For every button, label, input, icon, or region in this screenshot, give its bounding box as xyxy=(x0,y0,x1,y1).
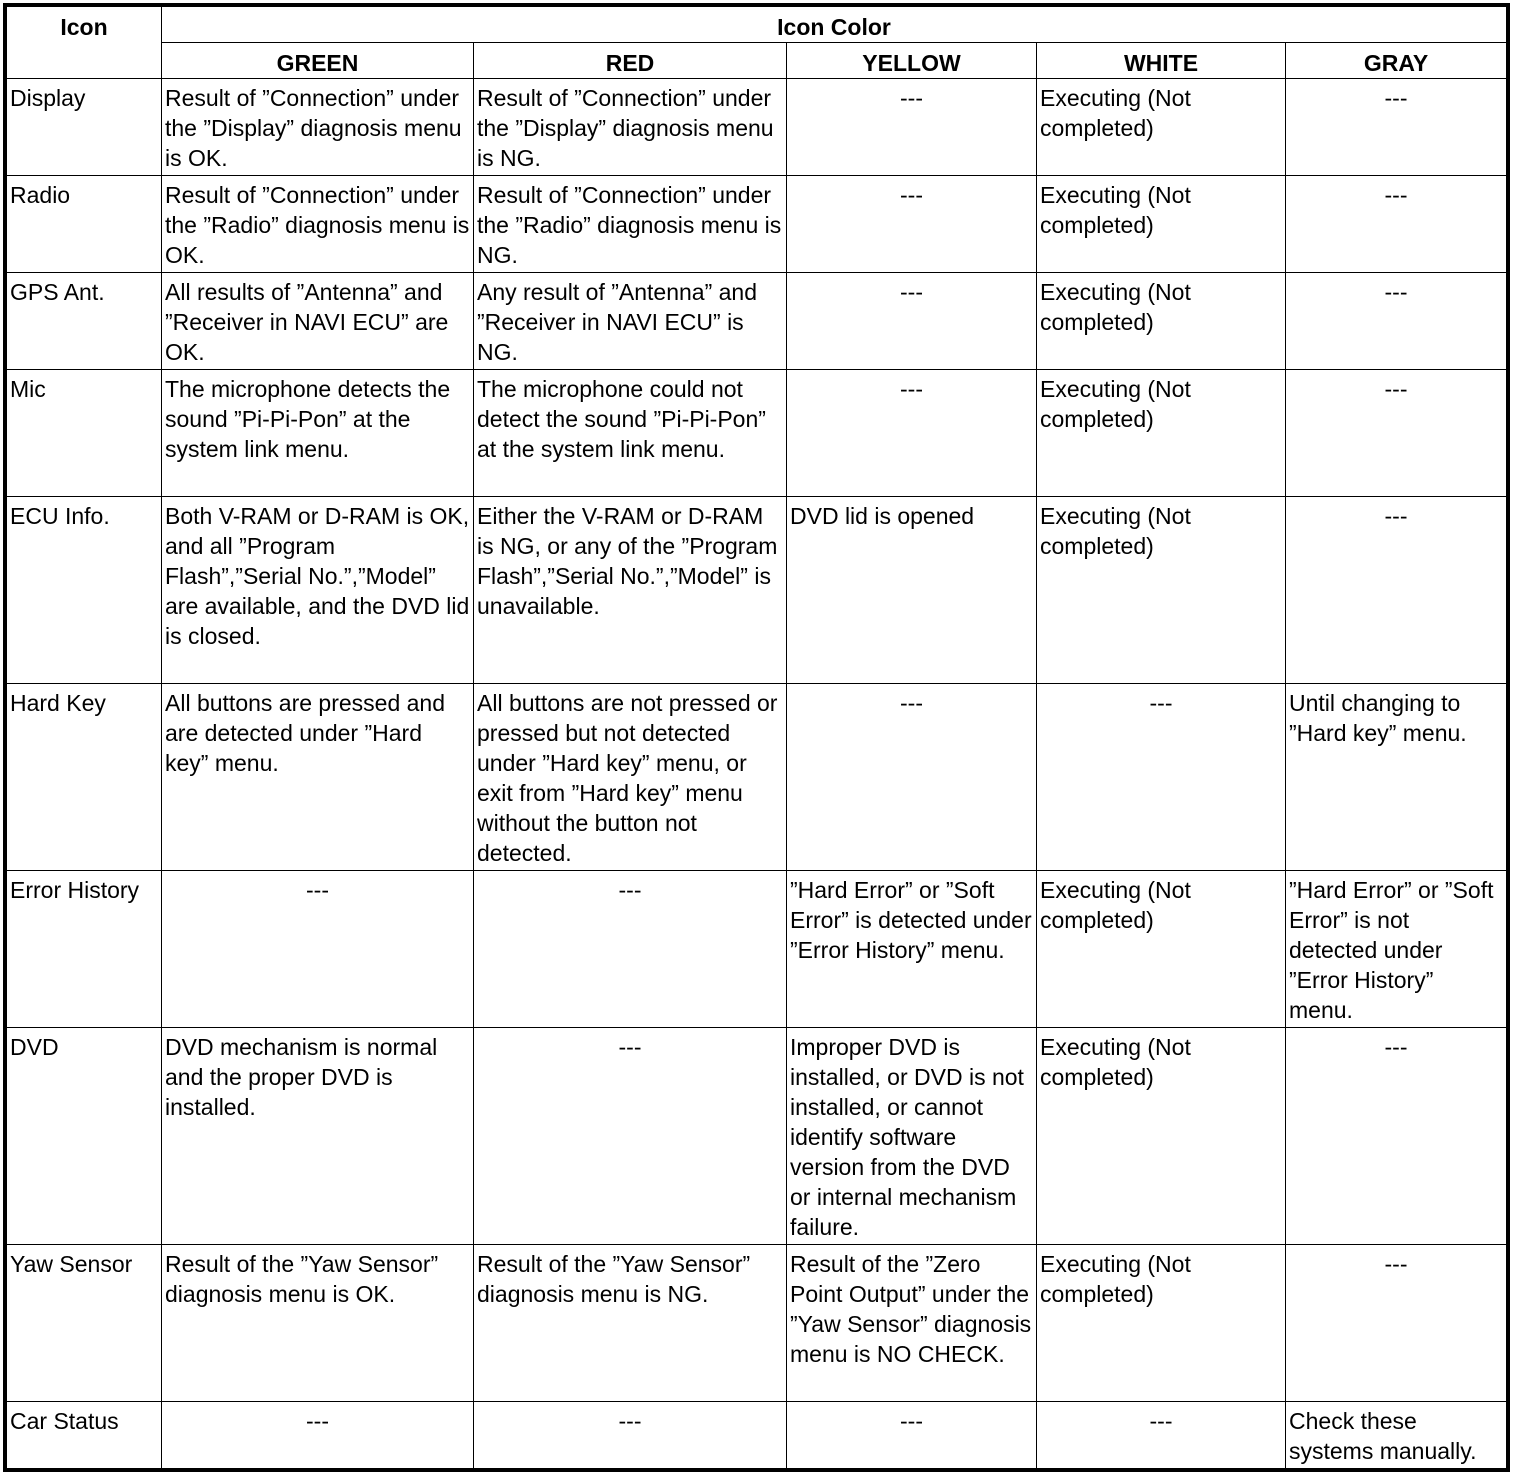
cell-yellow: --- xyxy=(787,176,1037,273)
cell-yellow: ”Hard Error” or ”Soft Error” is detected under ”Error History” menu. xyxy=(787,871,1037,1028)
cell-green: --- xyxy=(162,871,474,1028)
cell-gray: ”Hard Error” or ”Soft Error” is not detected under ”Error History” menu. xyxy=(1286,871,1507,1028)
row-icon-label: Radio xyxy=(7,176,162,273)
cell-white: Executing (Not completed) xyxy=(1037,871,1286,1028)
cell-red: The microphone could not detect the sound ”Pi-Pi-Pon” at the system link menu. xyxy=(474,370,787,497)
cell-gray: Check these systems manually. xyxy=(1286,1402,1507,1469)
table-row xyxy=(7,370,1507,497)
table-row xyxy=(7,497,1507,684)
cell-green: Both V-RAM or D-RAM is OK, and all ”Program Flash”,”Serial No.”,”Model” are available, and the DVD lid is closed. xyxy=(162,497,474,684)
row-icon-label: Display xyxy=(7,79,162,176)
color-header-white: WHITE xyxy=(1037,43,1286,79)
cell-white: Executing (Not completed) xyxy=(1037,273,1286,370)
cell-green: All buttons are pressed and are detected under ”Hard key” menu. xyxy=(162,684,474,871)
cell-gray: Until changing to ”Hard key” menu. xyxy=(1286,684,1507,871)
cell-yellow: --- xyxy=(787,370,1037,497)
row-icon-label: ECU Info. xyxy=(7,497,162,684)
cell-green: All results of ”Antenna” and ”Receiver in NAVI ECU” are OK. xyxy=(162,273,474,370)
cell-white: Executing (Not completed) xyxy=(1037,1245,1286,1402)
table-row xyxy=(7,1402,1507,1469)
cell-red: --- xyxy=(474,1028,787,1245)
table-row xyxy=(7,1245,1507,1402)
cell-red: --- xyxy=(474,871,787,1028)
cell-gray: --- xyxy=(1286,497,1507,684)
cell-yellow: Result of the ”Zero Point Output” under the ”Yaw Sensor” diagnosis menu is NO CHECK. xyxy=(787,1245,1037,1402)
cell-green: DVD mechanism is normal and the proper DVD is installed. xyxy=(162,1028,474,1245)
header-row-colors xyxy=(7,43,1507,79)
row-icon-label: Error History xyxy=(7,871,162,1028)
cell-green: --- xyxy=(162,1402,474,1469)
table-row xyxy=(7,176,1507,273)
cell-white: Executing (Not completed) xyxy=(1037,176,1286,273)
cell-gray: --- xyxy=(1286,273,1507,370)
cell-gray: --- xyxy=(1286,1028,1507,1245)
cell-white: Executing (Not completed) xyxy=(1037,1028,1286,1245)
cell-yellow: --- xyxy=(787,273,1037,370)
row-icon-label: Mic xyxy=(7,370,162,497)
cell-gray: --- xyxy=(1286,79,1507,176)
cell-red: Result of ”Connection” under the ”Display” diagnosis menu is NG. xyxy=(474,79,787,176)
color-header-gray: GRAY xyxy=(1286,43,1507,79)
cell-green: Result of the ”Yaw Sensor” diagnosis menu is OK. xyxy=(162,1245,474,1402)
table-body xyxy=(7,79,1507,1469)
cell-gray: --- xyxy=(1286,1245,1507,1402)
cell-red: All buttons are not pressed or pressed but not detected under ”Hard key” menu, or exit from ”Hard key” menu without the button not detected. xyxy=(474,684,787,871)
cell-red: Any result of ”Antenna” and ”Receiver in NAVI ECU” is NG. xyxy=(474,273,787,370)
row-icon-label: GPS Ant. xyxy=(7,273,162,370)
icon-color-group-header: Icon Color xyxy=(162,7,1507,43)
color-header-green: GREEN xyxy=(162,43,474,79)
table-row xyxy=(7,79,1507,176)
cell-red: Result of the ”Yaw Sensor” diagnosis menu is NG. xyxy=(474,1245,787,1402)
row-icon-label: Hard Key xyxy=(7,684,162,871)
table-row xyxy=(7,871,1507,1028)
row-icon-label: Yaw Sensor xyxy=(7,1245,162,1402)
row-icon-label: DVD xyxy=(7,1028,162,1245)
cell-red: Either the V-RAM or D-RAM is NG, or any of the ”Program Flash”,”Serial No.”,”Model” is unavailable. xyxy=(474,497,787,684)
table-row xyxy=(7,273,1507,370)
cell-white: Executing (Not completed) xyxy=(1037,79,1286,176)
cell-white: --- xyxy=(1037,1402,1286,1469)
table-row xyxy=(7,1028,1507,1245)
cell-yellow: Improper DVD is installed, or DVD is not installed, or cannot identify software version from the DVD or internal mechanism failure. xyxy=(787,1028,1037,1245)
cell-yellow: --- xyxy=(787,79,1037,176)
cell-gray: --- xyxy=(1286,176,1507,273)
table-row xyxy=(7,684,1507,871)
cell-red: --- xyxy=(474,1402,787,1469)
color-header-red: RED xyxy=(474,43,787,79)
cell-green: Result of ”Connection” under the ”Display” diagnosis menu is OK. xyxy=(162,79,474,176)
cell-white: --- xyxy=(1037,684,1286,871)
cell-green: Result of ”Connection” under the ”Radio” diagnosis menu is OK. xyxy=(162,176,474,273)
cell-green: The microphone detects the sound ”Pi-Pi-Pon” at the system link menu. xyxy=(162,370,474,497)
cell-white: Executing (Not completed) xyxy=(1037,370,1286,497)
cell-red: Result of ”Connection” under the ”Radio” diagnosis menu is NG. xyxy=(474,176,787,273)
table-header xyxy=(7,7,1507,79)
color-header-yellow: YELLOW xyxy=(787,43,1037,79)
cell-yellow: --- xyxy=(787,1402,1037,1469)
icon-color-table xyxy=(6,6,1507,1469)
cell-gray: --- xyxy=(1286,370,1507,497)
icon-column-header: Icon xyxy=(7,7,162,79)
row-icon-label: Car Status xyxy=(7,1402,162,1469)
cell-yellow: --- xyxy=(787,684,1037,871)
cell-yellow: DVD lid is opened xyxy=(787,497,1037,684)
cell-white: Executing (Not completed) xyxy=(1037,497,1286,684)
header-row-top xyxy=(7,7,1507,43)
